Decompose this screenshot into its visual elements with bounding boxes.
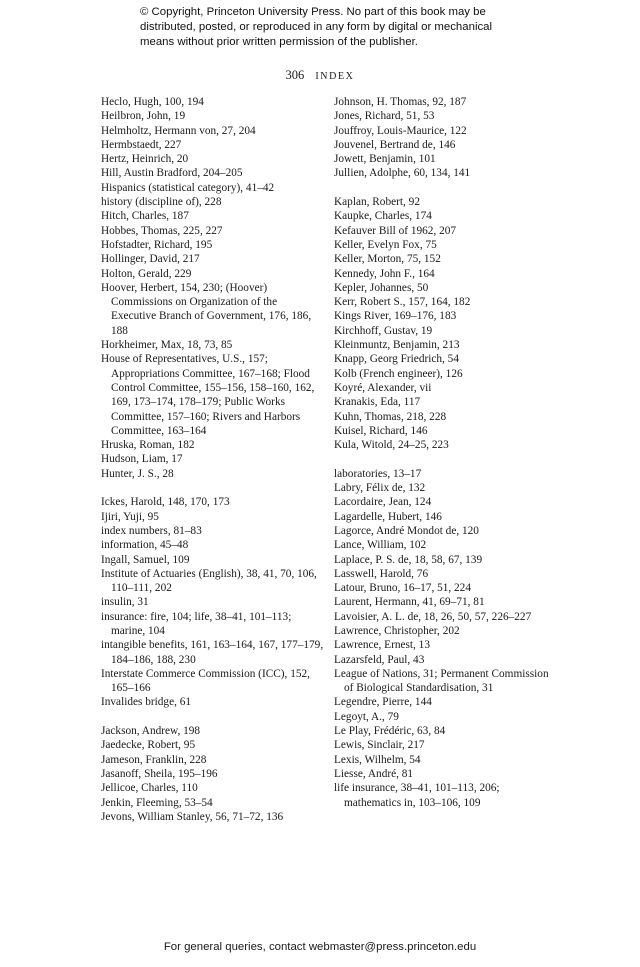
index-entry: Kuisel, Richard, 146 [334, 424, 428, 437]
index-entry: Kennedy, John F., 164 [334, 267, 435, 280]
index-entry: Hoover, Herbert, 154, 230; (Hoover) Commissions on Organization of the Executive Branch of Government, 176, 186, 188 [101, 281, 312, 337]
index-entry: Kleinmuntz, Benjamin, 213 [334, 339, 460, 352]
index-entry: information, 45–48 [101, 539, 189, 552]
index-entry: Lagardelle, Hubert, 146 [334, 510, 442, 523]
index-entry: Kerr, Robert S., 157, 164, 182 [334, 296, 471, 309]
index-entry: Johnson, H. Thomas, 92, 187 [334, 96, 467, 108]
letter-group-gap [101, 481, 324, 495]
index-entry: Latour, Bruno, 16–17, 51, 224 [334, 582, 471, 595]
footer-contact: For general queries, contact webmaster@press.princeton.edu [163, 941, 477, 953]
index-entry: insulin, 31 [101, 596, 149, 609]
index-entry: Interstate Commerce Commission (ICC), 152, 165–166 [101, 667, 310, 695]
index-entry: Lawrence, Ernest, 13 [334, 639, 430, 652]
index-entry: Laplace, P. S. de, 18, 58, 67, 139 [334, 553, 483, 566]
copyright-notice [140, 5, 560, 50]
running-header [0, 67, 640, 85]
index-entry: Jouffroy, Louis-Maurice, 122 [334, 124, 467, 137]
copyright-line: © Copyright, Princeton University Press. No part of this book may be [140, 6, 486, 18]
index-entry: insurance: fire, 104; life, 38–41, 101–113; marine, 104 [101, 610, 292, 637]
index-entry: Kirchhoff, Gustav, 19 [334, 324, 433, 337]
index-entry: Kuhn, Thomas, 218, 228 [334, 410, 447, 423]
index-entry: Lexis, Wilhelm, 54 [334, 753, 421, 766]
index-entry: Jasanoff, Sheila, 195–196 [101, 767, 218, 780]
index-entry: Heclo, Hugh, 100, 194 [101, 96, 204, 108]
letter-group-gap [334, 452, 557, 466]
index-entry: Jackson, Andrew, 198 [101, 725, 201, 738]
index-entry: Kefauver Bill of 1962, 207 [334, 224, 457, 237]
index-entry: Invalides bridge, 61 [101, 696, 192, 709]
index-entry: Holton, Gerald, 229 [101, 267, 192, 280]
letter-group-gap [334, 181, 557, 195]
index-entry: Le Play, Frédéric, 63, 84 [334, 725, 446, 738]
index-entry: Lawrence, Christopher, 202 [334, 624, 460, 637]
index-entry: Hermbstaedt, 227 [101, 138, 182, 151]
index-entry: Hobbes, Thomas, 225, 227 [101, 224, 223, 237]
letter-group-gap [101, 710, 324, 724]
index-column-left [101, 95, 324, 824]
index-entry: Jowett, Benjamin, 101 [334, 153, 436, 166]
index-entry: Helmholtz, Hermann von, 27, 204 [101, 124, 256, 137]
index-entry: Kolb (French engineer), 126 [334, 367, 463, 380]
index-entry: Lewis, Sinclair, 217 [334, 739, 425, 752]
index-entry: Jellicoe, Charles, 110 [101, 782, 198, 795]
index-entry: Hispanics (statistical category), 41–42 [101, 181, 275, 194]
index-entry: Kaplan, Robert, 92 [334, 196, 420, 209]
index-entry: Hunter, J. S., 28 [101, 467, 174, 480]
index-entry: Hudson, Liam, 17 [101, 453, 183, 466]
index-entry: Lacordaire, Jean, 124 [334, 496, 432, 509]
index-entry: Ickes, Harold, 148, 170, 173 [101, 496, 230, 509]
index-entry: Hruska, Roman, 182 [101, 439, 195, 452]
index-entry: Legoyt, A., 79 [334, 710, 399, 723]
running-head: INDEX [315, 71, 355, 82]
index-entry: Kula, Witold, 24–25, 223 [334, 439, 449, 452]
index-entry: League of Nations, 31; Permanent Commission of Biological Standardisation, 31 [334, 667, 549, 695]
index-entry: Labry, Félix de, 132 [334, 482, 426, 495]
index-entry: Keller, Morton, 75, 152 [334, 253, 441, 266]
index-entry: Hertz, Heinrich, 20 [101, 153, 189, 166]
index-entry: Lazarsfeld, Paul, 43 [334, 653, 425, 666]
index-entry: Jenkin, Fleeming, 53–54 [101, 796, 213, 809]
index-entry: Jevons, William Stanley, 56, 71–72, 136 [101, 810, 284, 823]
index-entry: Jaedecke, Robert, 95 [101, 739, 196, 752]
index-column-right [334, 95, 557, 810]
index-entry: Jullien, Adolphe, 60, 134, 141 [334, 167, 471, 180]
index-entry: Kaupke, Charles, 174 [334, 210, 432, 223]
index-entry: Hill, Austin Bradford, 204–205 [101, 167, 243, 180]
copyright-line: distributed, posted, or reproduced in any form by digital or mechanical [140, 21, 493, 33]
index-entry: Koyré, Alexander, vii [334, 381, 432, 394]
index-entry: Keller, Evelyn Fox, 75 [334, 238, 437, 251]
index-entry: Horkheimer, Max, 18, 73, 85 [101, 339, 233, 352]
index-entry: Kranakis, Eda, 117 [334, 396, 421, 409]
index-entry: Lance, William, 102 [334, 539, 427, 552]
index-entry: House of Representatives, U.S., 157; Appropriations Committee, 167–168; Flood Control Committee, 155–156, 158–160, 162, 169, 173–174, 178–179; Public Works Committee, 157–160; Rivers and Harbors Committee, 163–164 [101, 353, 315, 437]
index-entry: Ingall, Samuel, 109 [101, 553, 190, 566]
index-entry: Ijiri, Yuji, 95 [101, 510, 159, 523]
index-entry: Jouvenel, Bertrand de, 146 [334, 138, 456, 151]
index-entry: Hitch, Charles, 187 [101, 210, 189, 223]
index-entry: Laurent, Hermann, 41, 69–71, 81 [334, 596, 485, 609]
index-entry: Jameson, Franklin, 228 [101, 753, 207, 766]
index-entry: Kings River, 169–176, 183 [334, 310, 457, 323]
index-entry: Liesse, André, 81 [334, 767, 414, 780]
index-entry: laboratories, 13–17 [334, 467, 422, 480]
index-entry: Hollinger, David, 217 [101, 253, 200, 266]
index-entry: Jones, Richard, 51, 53 [334, 110, 435, 123]
index-entry: Heilbron, John, 19 [101, 110, 186, 123]
index-entry: Institute of Actuaries (English), 38, 41, 70, 106, 110–111, 202 [101, 567, 317, 595]
index-entry: Lasswell, Harold, 76 [334, 567, 429, 580]
index-entry: Lavoisier, A. L. de, 18, 26, 50, 57, 226–227 [334, 610, 532, 623]
copyright-line: means without prior written permission of the publisher. [140, 36, 418, 48]
index-entry: index numbers, 81–83 [101, 524, 202, 537]
index-entry: life insurance, 38–41, 101–113, 206; mathematics in, 103–106, 109 [334, 782, 500, 809]
index-entry: Knapp, Georg Friedrich, 54 [334, 353, 459, 366]
index-entry: Hofstadter, Richard, 195 [101, 238, 213, 251]
index-entry: history (discipline of), 228 [101, 196, 222, 209]
page-number: 306 [285, 68, 305, 82]
index-entry: Lagorce, André Mondot de, 120 [334, 524, 479, 537]
index-entry: Kepler, Johannes, 50 [334, 281, 429, 294]
index-entry: intangible benefits, 161, 163–164, 167, 177–179, 184–186, 188, 230 [101, 639, 324, 666]
index-entry: Legendre, Pierre, 144 [334, 696, 432, 709]
